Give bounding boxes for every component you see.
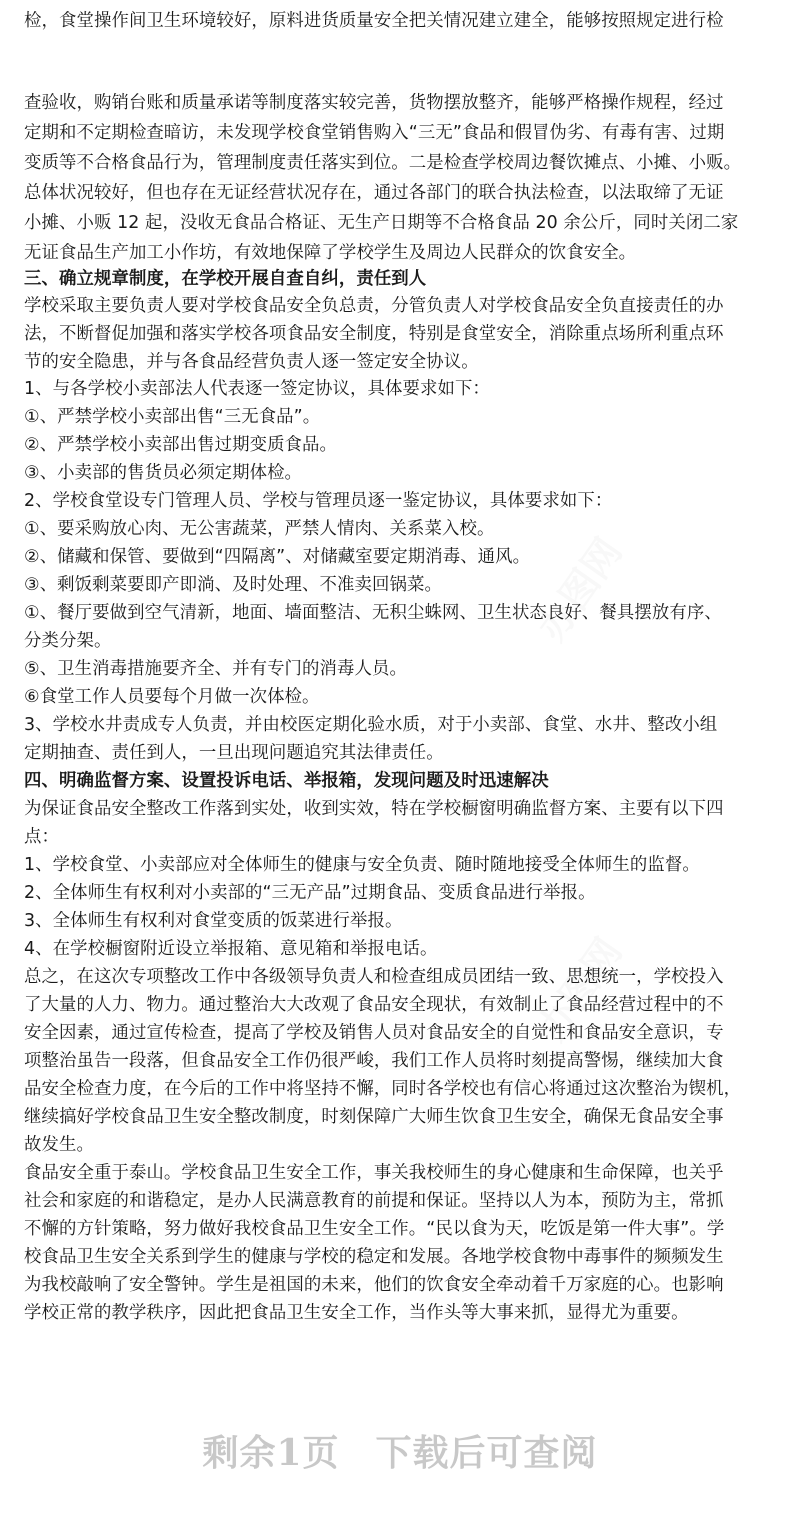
paragraph-line: 故发生。 xyxy=(24,1135,94,1155)
list-item: 分类分架。 xyxy=(24,631,112,651)
download-to-view-label[interactable]: 下载后可查阅 xyxy=(375,1431,598,1474)
paragraph-line: 点： xyxy=(24,827,59,847)
list-item: 4、在学校橱窗附近设立举报箱、意见箱和举报电话。 xyxy=(24,939,438,959)
section-heading: 三、确立规章制度，在学校开展自查自纠，责任到人 xyxy=(24,269,427,289)
list-item: 3、全体师生有权利对食堂变质的饭菜进行举报。 xyxy=(24,911,403,931)
list-item: ②、储藏和保管、要做到“四隔离”、对储藏室要定期消毒、通风。 xyxy=(24,547,531,567)
paragraph-line: 无证食品生产加工小作坊，有效地保障了学校学生及周边人民群众的饮食安全。 xyxy=(24,243,637,263)
list-item: 2、全体师生有权利对小卖部的“三无产品”过期食品、变质食品进行举报。 xyxy=(24,883,596,903)
paragraph-line: 总体状况较好，但也存在无证经营状况存在，通过各部门的联合执法检查，以法取缔了无证 xyxy=(24,183,724,203)
paragraph-line: 小摊、小贩 12 起，没收无食品合格证、无生产日期等不合格食品 20 余公斤，同时关闭二家 xyxy=(24,213,739,233)
paragraph-line: 校食品卫生安全关系到学生的健康与学校的稳定和发展。各地学校食物中毒事件的频频发生 xyxy=(24,1247,724,1267)
paragraph-line: 检，食堂操作间卫生环境较好，原料进货质量安全把关情况建立建全，能够按照规定进行检 xyxy=(24,11,724,31)
paragraph-line: 了大量的人力、物力。通过整治大大改观了食品安全现状，有效制止了食品经营过程中的不 xyxy=(24,995,724,1015)
paragraph-line: 学校正常的教学秩序，因此把食品卫生安全工作，当作头等大事来抓，显得尤为重要。 xyxy=(24,1303,689,1323)
paragraph-line: 定期抽查、责任到人，一旦出现问题追究其法律责任。 xyxy=(24,743,444,763)
paragraph-line: 项整治虽告一段落，但食品安全工作仍很严峻，我们工作人员将时刻提高警惕，继续加大食 xyxy=(24,1051,724,1071)
paragraph-line: 为保证食品安全整改工作落到实处，收到实效，特在学校橱窗明确监督方案、主要有以下四 xyxy=(24,799,724,819)
list-item: ⑤、卫生消毒措施要齐全、并有专门的消毒人员。 xyxy=(24,659,407,679)
paragraph-line: 食品安全重于泰山。学校食品卫生安全工作，事关我校师生的身心健康和生命保障，也关乎 xyxy=(24,1163,724,1183)
list-item: 2、学校食堂设专门管理人员、学校与管理员逐一鉴定协议，具体要求如下： xyxy=(24,491,613,511)
list-item: 1、学校食堂、小卖部应对全体师生的健康与安全负责、随时随地接受全体师生的监督。 xyxy=(24,855,700,875)
paragraph-line: 为我校敲响了安全警钟。学生是祖国的未来，他们的饮食安全牵动着千万家庭的心。也影响 xyxy=(24,1275,724,1295)
paragraph-line: 变质等不合格食品行为，管理制度责任落实到位。二是检查学校周边餐饮摊点、小摊、小贩。 xyxy=(24,153,742,173)
list-item: ⑥食堂工作人员要每个月做一次体检。 xyxy=(24,687,320,707)
paragraph-line: 法，不断督促加强和落实学校各项食品安全制度，特别是食堂安全，消除重点场所利重点环 xyxy=(24,324,724,344)
list-item: ②、严禁学校小卖部出售过期变质食品。 xyxy=(24,435,338,455)
list-item: ①、要采购放心肉、无公害蔬菜，严禁人情肉、关系菜入校。 xyxy=(24,519,495,539)
paragraph-line: 总之，在这次专项整改工作中各级领导负责人和检查组成员团结一致、思想统一，学校投入 xyxy=(24,967,724,987)
paragraph-line: 安全因素，通过宣传检查，提高了学校及销售人员对食品安全的自觉性和食品安全意识，专 xyxy=(24,1023,724,1043)
paragraph-line: 3、学校水井责成专人负责，并由校医定期化验水质，对于小卖部、食堂、水井、整改小组 xyxy=(24,715,718,735)
paragraph-line: 节的安全隐患，并与各食品经营负责人逐一签定安全协议。 xyxy=(24,352,479,372)
download-prompt[interactable] xyxy=(0,1420,800,1480)
paragraph-line: 查验收，购销台账和质量承诺等制度落实较完善，货物摆放整齐，能够严格操作规程，经过 xyxy=(24,93,724,113)
paragraph-line: 定期和不定期检查暗访，未发现学校食堂销售购入“三无”食品和假冒伪劣、有毒有害、过期 xyxy=(24,123,725,143)
paragraph-line: 不懈的方针策略，努力做好我校食品卫生安全工作。“民以食为天，吃饭是第一件大事”。学 xyxy=(24,1219,725,1239)
list-item: ③、小卖部的售货员必须定期体检。 xyxy=(24,463,303,483)
watermark: 办图网 xyxy=(529,930,631,1049)
paragraph-line: 品安全检查力度，在今后的工作中将坚持不懈，同时各学校也有信心将通过这次整治为锲机， xyxy=(24,1079,742,1099)
paragraph-line: 社会和家庭的和谐稳定，是办人民满意教育的前提和保证。坚持以人为本，预防为主，常抓 xyxy=(24,1191,724,1211)
remaining-pages-label: 剩余1页 xyxy=(202,1431,340,1474)
list-item: 1、与各学校小卖部法人代表逐一签定协议，具体要求如下： xyxy=(24,379,490,399)
paragraph-line: 继续搞好学校食品卫生安全整改制度，时刻保障广大师生饮食卫生安全，确保无食品安全事 xyxy=(24,1107,724,1127)
list-item: ③、剩饭剩菜要即产即淌、及时处理、不准卖回锅菜。 xyxy=(24,575,442,595)
paragraph-line: 学校采取主要负责人要对学校食品安全负总责，分管负责人对学校食品安全负直接责任的办 xyxy=(24,296,724,316)
watermark: 办图网 xyxy=(529,530,631,649)
list-item: ①、严禁学校小卖部出售“三无食品”。 xyxy=(24,407,321,427)
section-heading: 四、明确监督方案、设置投诉电话、举报箱，发现问题及时迅速解决 xyxy=(24,771,549,791)
list-item: ①、餐厅要做到空气清新，地面、墙面整洁、无积尘蛛网、卫生状态良好、餐具摆放有序、 xyxy=(24,603,722,623)
